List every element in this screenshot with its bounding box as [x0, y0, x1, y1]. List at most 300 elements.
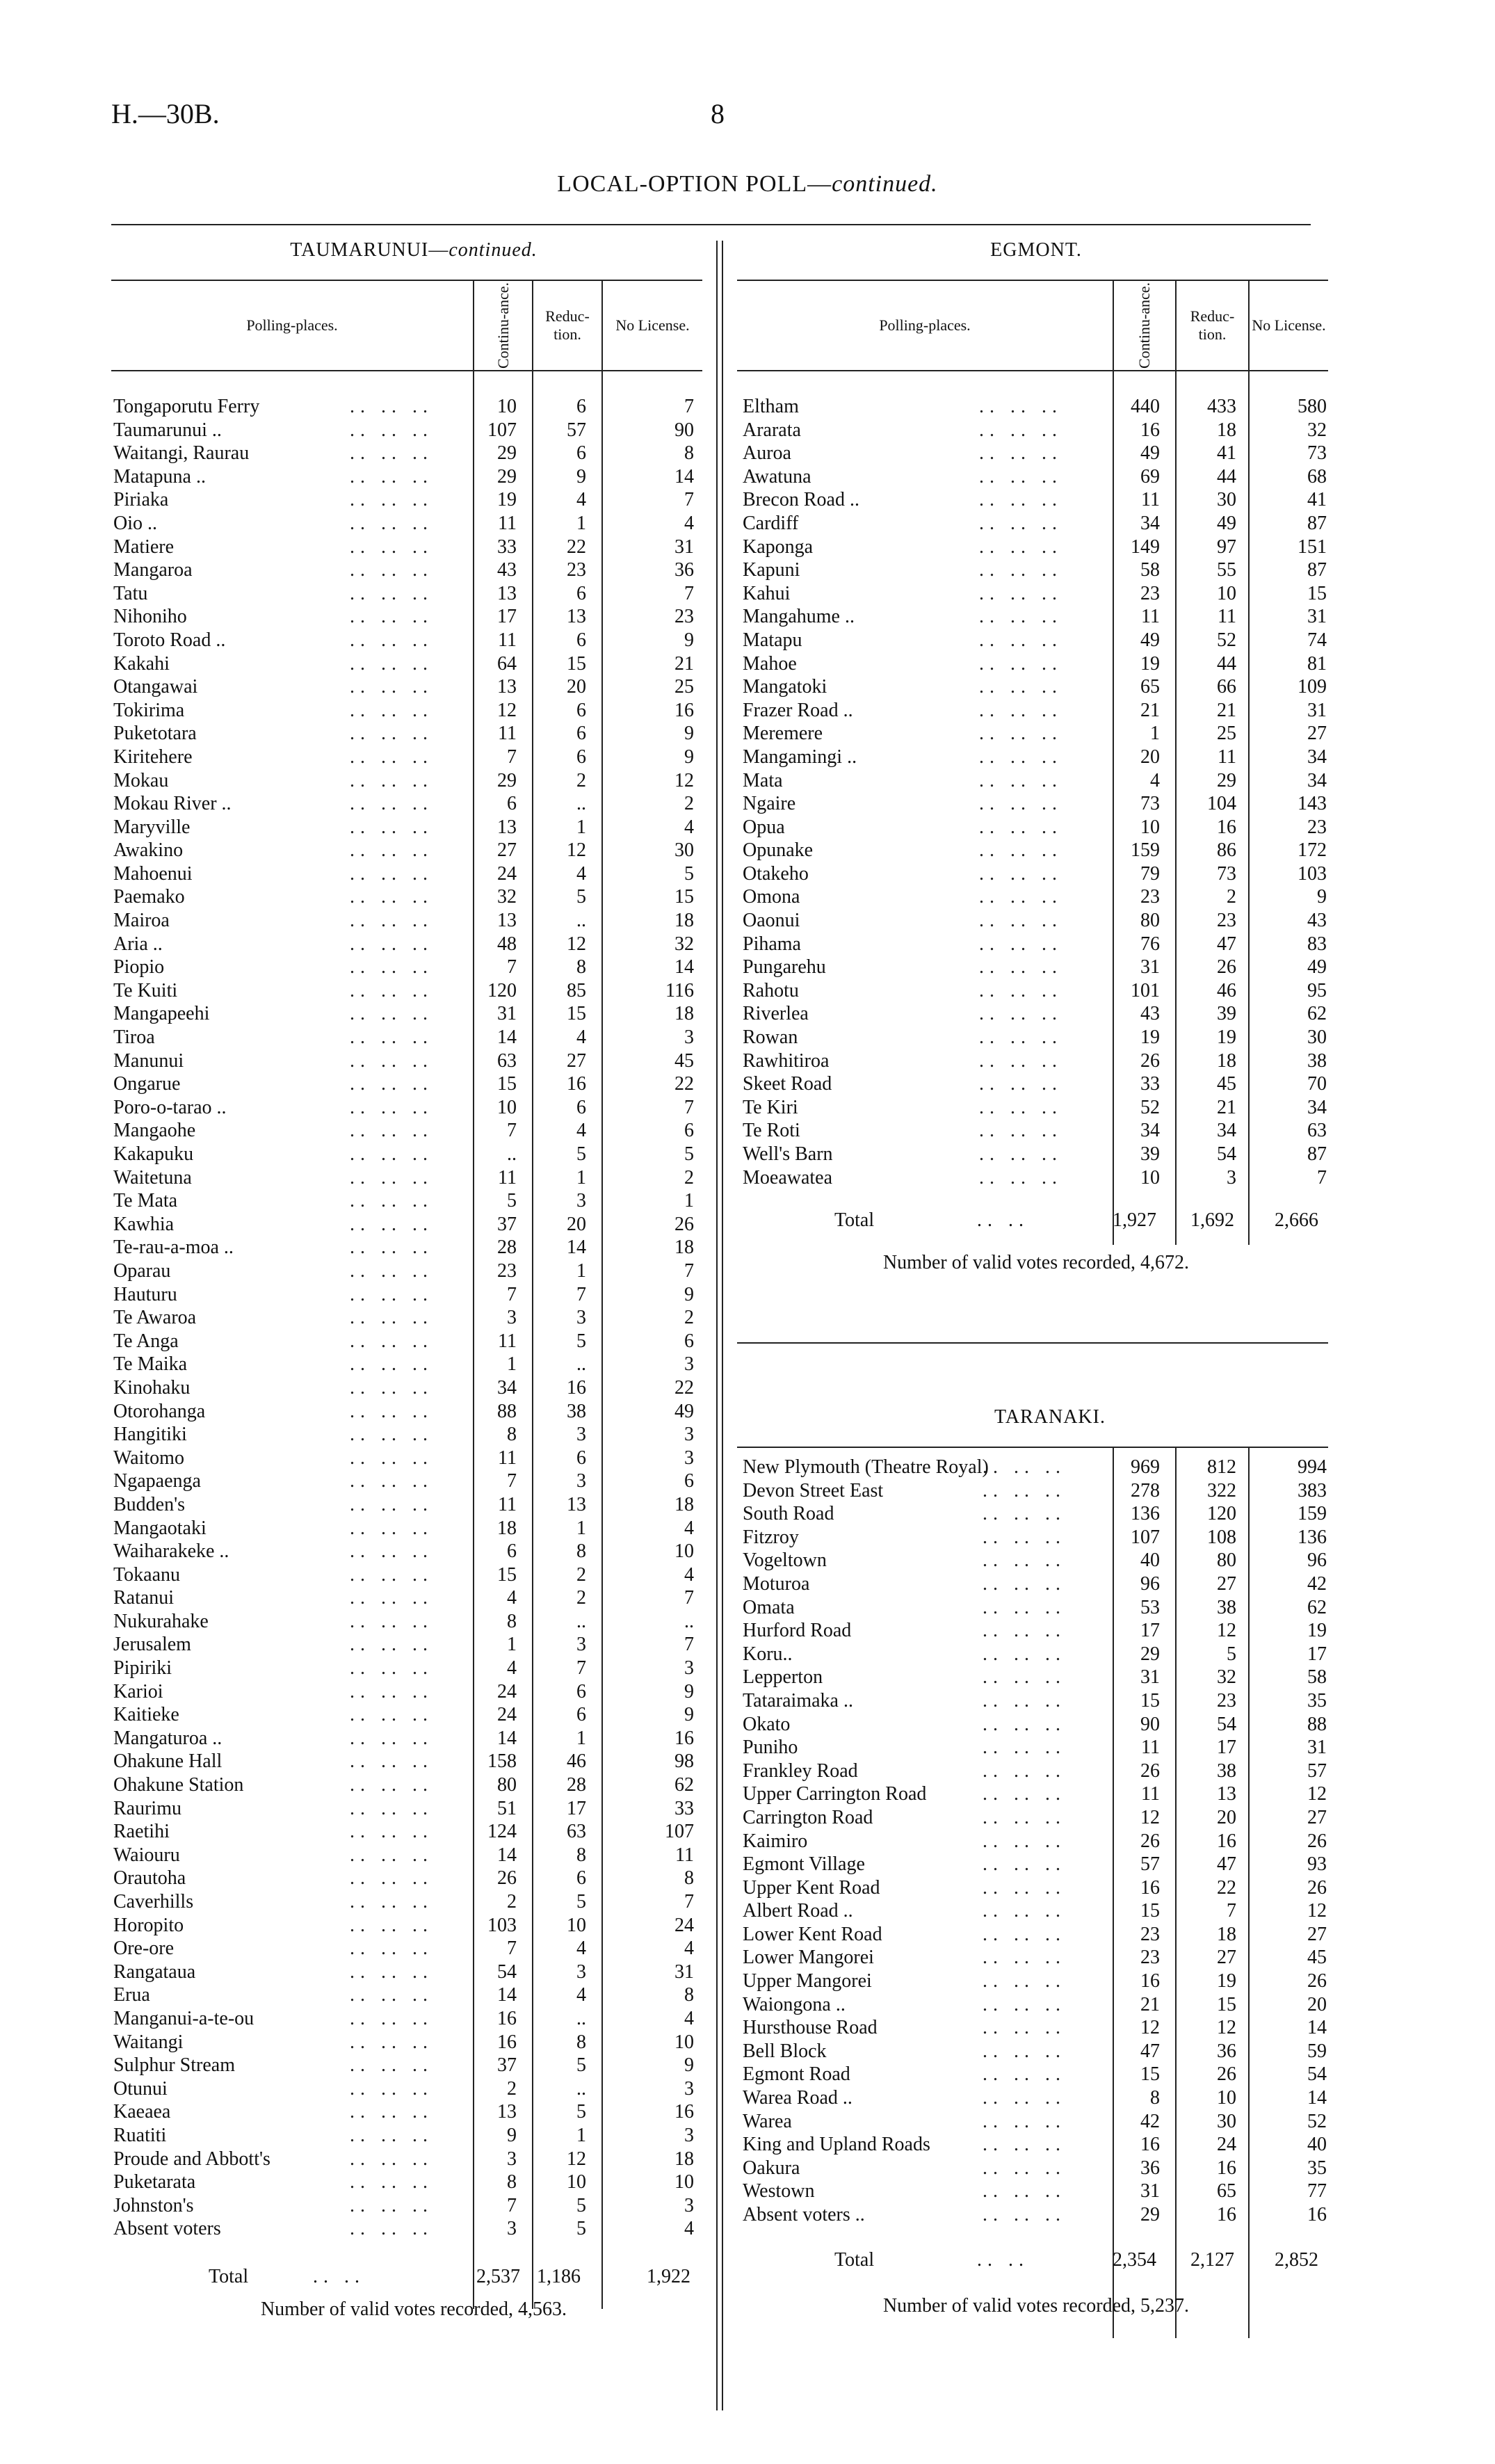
leader-dots: .. .. ..: [350, 2031, 433, 2053]
table-row: [113, 1773, 702, 1797]
reduction-value: 6: [576, 1867, 586, 1890]
table-row: [743, 536, 1328, 559]
no-license-value: 7: [684, 396, 694, 417]
table-row: [113, 512, 702, 536]
reduction-value: 34: [1217, 1120, 1236, 1142]
table-row: [743, 1782, 1328, 1806]
no-license-value: 30: [1307, 1026, 1327, 1049]
continuance-value: 29: [1140, 1643, 1160, 1665]
continuance-value: 136: [1131, 1503, 1160, 1525]
taumarunui-table: [113, 395, 702, 2241]
table-row: [113, 2194, 702, 2218]
leader-dots: .. .. ..: [350, 1400, 433, 1422]
reduction-value: 5: [576, 886, 586, 908]
polling-place-name: Maryville: [113, 816, 191, 838]
no-license-value: 8: [684, 1984, 694, 2006]
total-no-license: 1,922: [647, 2266, 690, 2287]
no-license-value: 45: [674, 1049, 694, 1072]
polling-place-name: Aria ..: [113, 933, 163, 955]
no-license-value: 62: [1307, 1596, 1327, 1618]
reduction-value: 433: [1207, 396, 1236, 417]
leader-dots: .. .. ..: [350, 910, 433, 932]
table-row: [113, 1166, 702, 1190]
reduction-value: 10: [1217, 2087, 1236, 2109]
leader-dots: .. .. ..: [350, 1120, 433, 1142]
no-license-value: 9: [684, 1704, 694, 1726]
table-row: [743, 1643, 1328, 1666]
leader-dots: .. .. ..: [350, 1704, 433, 1726]
leader-dots: .. .. ..: [350, 1587, 433, 1609]
no-license-value: 14: [674, 465, 694, 488]
table-row: [743, 629, 1328, 652]
reduction-value: 108: [1207, 1526, 1236, 1548]
polling-place-name: Skeet Road: [743, 1073, 832, 1095]
reduction-value: 18: [1217, 1049, 1236, 1072]
no-license-value: 87: [1307, 1143, 1327, 1165]
table-row: [743, 1619, 1328, 1643]
no-license-value: 7: [684, 1587, 694, 1609]
leader-dots: .. .. ..: [350, 1540, 433, 1563]
table-row: [743, 1713, 1328, 1737]
continuance-value: 64: [497, 652, 517, 675]
reduction-value: ..: [576, 1610, 586, 1632]
reduction-value: 5: [576, 1891, 586, 1913]
reduction-value: 2: [576, 1563, 586, 1586]
reduction-value: 63: [567, 1821, 586, 1843]
leader-dots: .. .. ..: [350, 793, 433, 815]
continuance-value: 88: [497, 1400, 517, 1422]
leader-dots: .. .. ..: [350, 2148, 433, 2170]
reduction-value: 8: [576, 1540, 586, 1563]
header-continuance: [1113, 281, 1175, 370]
column-divider: [722, 241, 723, 2410]
continuance-value: 1: [1150, 723, 1160, 745]
table-row: [743, 1072, 1328, 1096]
polling-place-name: Budden's: [113, 1493, 186, 1515]
continuance-value: 40: [1140, 1549, 1160, 1572]
no-license-value: 27: [1307, 1806, 1327, 1828]
table-row: [113, 2148, 702, 2171]
no-license-value: 31: [674, 536, 694, 558]
table-row: [113, 979, 702, 1003]
polling-place-name: Waitetuna: [113, 1166, 192, 1189]
polling-place-name: Piopio: [113, 956, 165, 979]
polling-place-name: Frazer Road ..: [743, 699, 853, 721]
table-row: [113, 1376, 702, 1400]
polling-place-name: Mokau: [113, 769, 169, 791]
reduction-value: 36: [1217, 2040, 1236, 2062]
no-license-value: 34: [1307, 746, 1327, 768]
no-license-value: 4: [684, 1517, 694, 1539]
no-license-value: 2: [684, 1166, 694, 1189]
leader-dots: .. .. ..: [350, 1003, 433, 1025]
polling-place-name: Horopito: [113, 1914, 184, 1936]
no-license-value: 22: [674, 1073, 694, 1095]
leader-dots: .. .. ..: [983, 1970, 1066, 1992]
reduction-value: ..: [576, 793, 586, 815]
table-row: [113, 1213, 702, 1237]
leader-dots: .. .. ..: [350, 699, 433, 721]
table-row: [113, 2124, 702, 2148]
polling-place-name: Ruatiti: [113, 2124, 167, 2146]
leader-dots: .. .. ..: [350, 2077, 433, 2100]
polling-place-name: Rawhitiroa: [743, 1049, 830, 1072]
continuance-value: 4: [1150, 769, 1160, 791]
table-row: [743, 1876, 1328, 1900]
table-row: [113, 1143, 702, 1166]
reduction-value: 11: [1218, 606, 1236, 628]
egmont-title: EGMONT.: [990, 239, 1082, 261]
reduction-value: 16: [1217, 1830, 1236, 1852]
continuance-value: 28: [497, 1237, 517, 1259]
continuance-value: 49: [1140, 629, 1160, 651]
no-license-value: 27: [1307, 723, 1327, 745]
polling-place-name: Kaitieke: [113, 1704, 179, 1726]
leader-dots: .. .. ..: [350, 1447, 433, 1469]
polling-place-name: Kaponga: [743, 536, 814, 558]
leader-dots: .. .. ..: [350, 559, 433, 581]
reduction-value: 65: [1217, 2180, 1236, 2203]
reduction-value: 32: [1217, 1666, 1236, 1689]
continuance-value: 31: [1140, 1666, 1160, 1689]
leader-dots: .. .. ..: [350, 536, 433, 558]
reduction-value: 73: [1217, 862, 1236, 885]
table-row: [113, 2171, 702, 2194]
reduction-value: 4: [576, 489, 586, 511]
polling-place-name: Te Kiri: [743, 1096, 798, 1118]
polling-place-name: Egmont Road: [743, 2063, 850, 2086]
reduction-value: 11: [1218, 746, 1236, 768]
leader-dots: .. .. ..: [979, 816, 1062, 838]
header-polling-places: Polling-places.: [246, 316, 338, 334]
polling-place-name: Opua: [743, 816, 785, 838]
no-license-value: 16: [674, 2101, 694, 2123]
polling-place-name: Puketotara: [113, 723, 197, 745]
reduction-value: ..: [576, 1353, 586, 1376]
no-license-value: 7: [1317, 1166, 1327, 1189]
leader-dots: .. .. ..: [350, 1774, 433, 1796]
table-row: [743, 395, 1328, 419]
no-license-value: 10: [674, 1540, 694, 1563]
table-row: [743, 1479, 1328, 1503]
leader-dots: .. .. ..: [350, 1867, 433, 1890]
no-license-value: 26: [674, 1213, 694, 1235]
no-license-value: 52: [1307, 2110, 1327, 2132]
no-license-value: 17: [1307, 1643, 1327, 1665]
continuance-value: 4: [507, 1657, 517, 1680]
polling-place-name: Te Anga: [113, 1330, 179, 1352]
polling-place-name: Moeawatea: [743, 1166, 833, 1189]
polling-place-name: Mangaroa: [113, 559, 193, 581]
polling-place-name: Auroa: [743, 442, 791, 465]
egmont-table: [743, 395, 1328, 1189]
reduction-value: 12: [567, 2148, 586, 2170]
table-row: [743, 909, 1328, 933]
continuance-value: 53: [1140, 1596, 1160, 1618]
reduction-value: 3: [576, 1634, 586, 1656]
leader-dots: .. .. ..: [350, 1680, 433, 1702]
no-license-value: 30: [674, 839, 694, 862]
no-license-value: 87: [1307, 559, 1327, 581]
leader-dots: .. .. ..: [350, 1353, 433, 1376]
total-reduction: 1,186: [537, 2266, 581, 2287]
no-license-value: 18: [674, 1493, 694, 1515]
header-reduction: Reduc-tion.: [1175, 281, 1248, 370]
polling-place-name: Oparau: [113, 1259, 171, 1282]
leader-dots: .. .. ..: [350, 652, 433, 675]
continuance-value: 37: [497, 2054, 517, 2077]
polling-place-name: Matiere: [113, 536, 175, 558]
no-license-value: 31: [1307, 606, 1327, 628]
total-label: Total: [209, 2266, 249, 2287]
polling-place-name: Mangamingi ..: [743, 746, 857, 768]
continuance-value: 3: [507, 2148, 517, 2170]
leader-dots: .. .. ..: [350, 1213, 433, 1235]
leader-dots: .. .. ..: [350, 2218, 433, 2240]
leader-dots: .. .. ..: [979, 723, 1062, 745]
leader-dots: .. .. ..: [350, 1330, 433, 1352]
section-separator: [737, 1342, 1328, 1344]
polling-place-name: Oakura: [743, 2157, 800, 2179]
no-license-value: 33: [674, 1797, 694, 1819]
continuance-value: 103: [487, 1914, 517, 1936]
no-license-value: 40: [1307, 2134, 1327, 2156]
taranaki-table: [743, 1456, 1328, 2227]
leader-dots: .. .. ..: [979, 793, 1062, 815]
polling-place-name: Mahoenui: [113, 862, 193, 885]
no-license-value: 3: [684, 2194, 694, 2216]
continuance-value: 16: [1140, 1876, 1160, 1899]
polling-place-name: Kapuni: [743, 559, 800, 581]
leader-dots: .. .. ..: [983, 1783, 1066, 1805]
leader-dots: .. .. ..: [979, 1073, 1062, 1095]
polling-place-name: Mokau River ..: [113, 793, 232, 815]
table-row: [743, 558, 1328, 582]
no-license-value: 26: [1307, 1970, 1327, 1992]
polling-place-name: Ore-ore: [113, 1938, 175, 1960]
polling-place-name: Puniho: [743, 1737, 798, 1759]
continuance-value: 7: [507, 1283, 517, 1305]
reduction-value: 16: [1217, 816, 1236, 838]
reduction-value: 28: [567, 1774, 586, 1796]
header-polling-places: Polling-places.: [879, 316, 971, 334]
reduction-value: 104: [1207, 793, 1236, 815]
continuance-value: 73: [1140, 793, 1160, 815]
reduction-value: 5: [576, 2101, 586, 2123]
continuance-value: 12: [1140, 1806, 1160, 1828]
leader-dots: .. .. ..: [350, 1237, 433, 1259]
leader-dots: .. .. ..: [350, 862, 433, 885]
table-row: [743, 979, 1328, 1003]
no-license-value: 11: [675, 1844, 694, 1866]
reduction-value: 6: [576, 1704, 586, 1726]
leader-dots: .. .. ..: [350, 1259, 433, 1282]
polling-place-name: Hangitiki: [113, 1424, 187, 1446]
continuance-value: 5: [507, 1190, 517, 1212]
no-license-value: 90: [674, 419, 694, 441]
polling-place-name: Nukurahake: [113, 1610, 209, 1632]
table-row: [743, 722, 1328, 746]
no-license-value: 22: [674, 1376, 694, 1399]
leader-dots: .. .. ..: [350, 1026, 433, 1049]
leader-dots: .. .. ..: [350, 956, 433, 979]
no-license-value: 95: [1307, 979, 1327, 1001]
table-row: [113, 1400, 702, 1424]
table-row: [743, 1143, 1328, 1166]
reduction-value: 1: [576, 1259, 586, 1282]
no-license-value: 32: [674, 933, 694, 955]
no-license-value: 73: [1307, 442, 1327, 465]
polling-place-name: Otorohanga: [113, 1400, 206, 1422]
polling-place-name: Jerusalem: [113, 1634, 191, 1656]
reduction-value: 44: [1217, 652, 1236, 675]
polling-place-name: Tokirima: [113, 699, 185, 721]
leader-dots: .. .. ..: [350, 1844, 433, 1866]
continuance-value: 23: [1140, 886, 1160, 908]
taranaki-total-row: [737, 2248, 1328, 2272]
polling-place-name: Ararata: [743, 419, 801, 441]
polling-place-name: Upper Mangorei: [743, 1970, 872, 1992]
leader-dots: .. .. ..: [350, 979, 433, 1001]
leader-dots: .. .. ..: [350, 1610, 433, 1632]
table-row: [113, 769, 702, 793]
reduction-value: 46: [1217, 979, 1236, 1001]
continuance-value: 7: [507, 1938, 517, 1960]
polling-place-name: Otunui: [113, 2077, 168, 2100]
leader-dots: .. .. ..: [350, 1634, 433, 1656]
table-row: [743, 1549, 1328, 1572]
no-license-value: 9: [1317, 886, 1327, 908]
continuance-value: 79: [1140, 862, 1160, 885]
continuance-value: 15: [497, 1563, 517, 1586]
no-license-value: 3: [684, 1657, 694, 1680]
leader-dots: .. .. ..: [979, 1166, 1062, 1189]
leader-dots: .. .. ..: [979, 910, 1062, 932]
leader-dots: .. .. ..: [983, 1806, 1066, 1828]
reduction-value: 16: [567, 1073, 586, 1095]
no-license-value: 87: [1307, 512, 1327, 534]
polling-place-name: Rahotu: [743, 979, 799, 1001]
continuance-value: 13: [497, 910, 517, 932]
table-row: [743, 1096, 1328, 1120]
continuance-value: 11: [1141, 606, 1160, 628]
table-row: [113, 1026, 702, 1049]
reduction-value: 6: [576, 396, 586, 417]
continuance-value: 3: [507, 1307, 517, 1329]
reduction-value: 6: [576, 1096, 586, 1118]
leader-dots: .. .. ..: [983, 2040, 1066, 2062]
polling-place-name: Ongarue: [113, 1073, 181, 1095]
continuance-value: 17: [497, 606, 517, 628]
table-row: [743, 1166, 1328, 1190]
table-row: [743, 1853, 1328, 1876]
reduction-value: 12: [1217, 2017, 1236, 2039]
continuance-value: 149: [1131, 536, 1160, 558]
reduction-value: 14: [567, 1237, 586, 1259]
leader-dots: .. .. ..: [350, 1657, 433, 1680]
table-row: [113, 465, 702, 489]
no-license-value: 63: [1307, 1120, 1327, 1142]
table-row: [113, 1119, 702, 1143]
total-label: Total: [834, 2249, 875, 2271]
no-license-value: 7: [684, 1096, 694, 1118]
continuance-value: 34: [497, 1376, 517, 1399]
continuance-value: 80: [497, 1774, 517, 1796]
leader-dots: .. .. ..: [979, 396, 1062, 417]
polling-place-name: Moturoa: [743, 1572, 810, 1595]
polling-place-name: Westown: [743, 2180, 815, 2203]
no-license-value: 15: [1307, 582, 1327, 604]
leader-dots: .. .. ..: [983, 2204, 1066, 2225]
continuance-value: 1: [507, 1634, 517, 1656]
no-license-value: 83: [1307, 933, 1327, 955]
table-row: [113, 862, 702, 886]
continuance-value: 19: [1140, 1026, 1160, 1049]
no-license-value: 5: [684, 1143, 694, 1165]
table-row: [743, 1596, 1328, 1620]
continuance-value: 29: [1140, 2204, 1160, 2225]
reduction-value: 38: [1217, 1760, 1236, 1782]
no-license-value: 6: [684, 1470, 694, 1492]
no-license-value: 9: [684, 723, 694, 745]
reduction-value: 17: [567, 1797, 586, 1819]
polling-place-name: Fitzroy: [743, 1526, 799, 1548]
page-title-continued: continued.: [832, 171, 938, 197]
no-license-value: 20: [1307, 1993, 1327, 2015]
reduction-value: 10: [1217, 582, 1236, 604]
leader-dots: .. .. ..: [983, 1923, 1066, 1945]
page-title: [0, 171, 1495, 198]
reduction-value: 7: [576, 1657, 586, 1680]
no-license-value: 3: [684, 1353, 694, 1376]
reduction-value: 18: [1217, 1923, 1236, 1945]
polling-place-name: Kakapuku: [113, 1143, 194, 1165]
reduction-value: 1: [576, 816, 586, 838]
polling-place-name: Mangatoki: [743, 676, 827, 698]
polling-place-name: Tiroa: [113, 1026, 155, 1049]
reduction-value: 3: [1227, 1166, 1236, 1189]
continuance-value: 42: [1140, 2110, 1160, 2132]
continuance-value: 7: [507, 2194, 517, 2216]
reduction-value: 6: [576, 1447, 586, 1469]
continuance-value: 24: [497, 1680, 517, 1702]
no-license-value: 59: [1307, 2040, 1327, 2062]
leader-dots: .. .. ..: [979, 746, 1062, 768]
reduction-value: 6: [576, 723, 586, 745]
table-row: [113, 746, 702, 769]
leader-dots: .. .. ..: [979, 489, 1062, 511]
table-row: [113, 1096, 702, 1120]
leader-dots: .. .. ..: [350, 1493, 433, 1515]
no-license-value: 159: [1298, 1503, 1327, 1525]
no-license-value: 62: [1307, 1003, 1327, 1025]
leader-dots: .. .. ..: [983, 2134, 1066, 2156]
leader-dots: .. .. ..: [979, 419, 1062, 441]
reduction-value: 23: [1217, 910, 1236, 932]
reduction-value: 44: [1217, 465, 1236, 488]
polling-place-name: Upper Carrington Road: [743, 1783, 927, 1805]
reduction-value: 22: [1217, 1876, 1236, 1899]
no-license-value: 7: [684, 1259, 694, 1282]
leader-dots: .. .. ..: [350, 2124, 433, 2146]
polling-place-name: Otangawai: [113, 676, 198, 698]
polling-place-name: Frankley Road: [743, 1760, 858, 1782]
reduction-value: 2: [576, 769, 586, 791]
table-row: [743, 956, 1328, 979]
leader-dots: .. .. ..: [979, 582, 1062, 604]
reduction-value: 2: [576, 1587, 586, 1609]
leader-dots: .. .. ..: [979, 629, 1062, 651]
